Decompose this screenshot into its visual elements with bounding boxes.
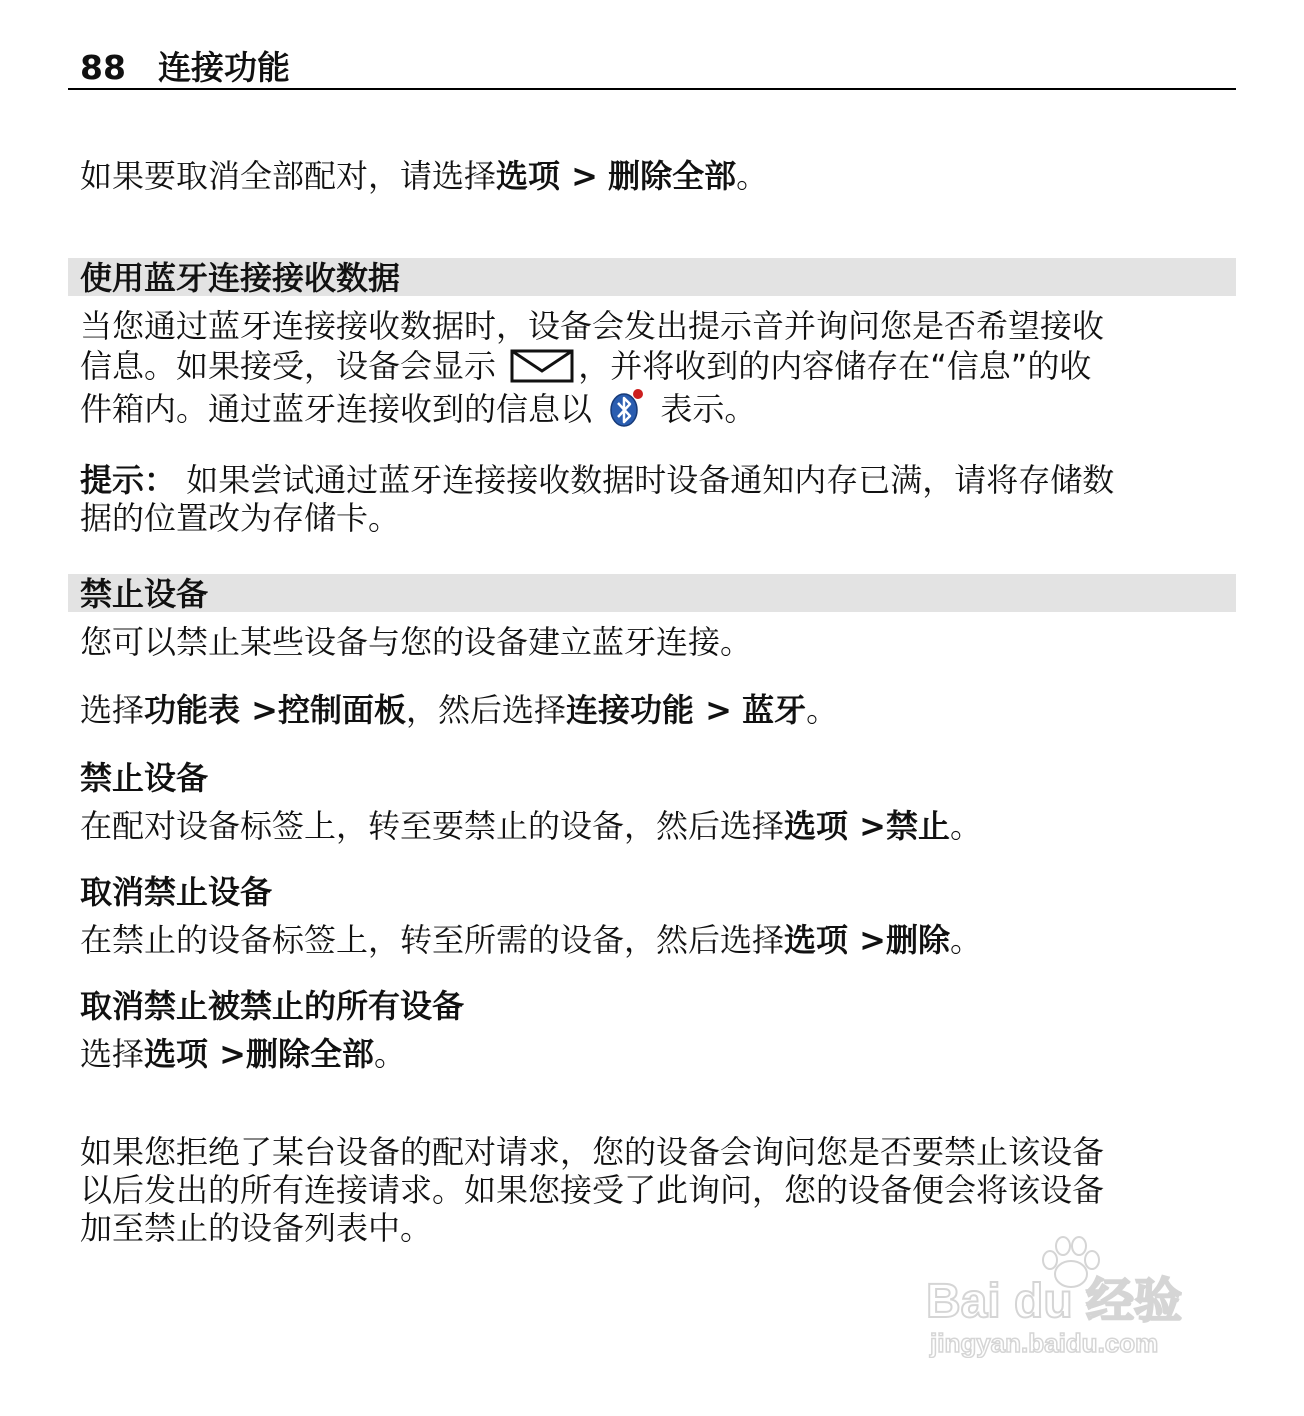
subheading-unblock-device: 取消禁止设备 (80, 873, 273, 911)
final-paragraph-line1: 如果您拒绝了某台设备的配对请求，您的设备会询问您是否要禁止该设备 (80, 1133, 1105, 1171)
final-paragraph-line3: 加至禁止的设备列表中。 (80, 1209, 433, 1247)
section-heading-receive-data: 使用蓝牙连接接收数据 (80, 259, 401, 297)
section-heading-block-devices: 禁止设备 (80, 575, 209, 613)
tip-line1: 提示： 如果尝试通过蓝牙连接接收数据时设备通知内存已满，请将存储数 (80, 461, 1115, 499)
receive-paragraph-line2: 信息。如果接受，设备会显示 ，并将收到的内容储存在“信息”的收 (80, 346, 1240, 392)
connectivity-ref: 连接功能 (566, 691, 695, 729)
tip-line2: 据的位置改为存储卡。 (80, 499, 401, 537)
control-panel-ref: 控制面板 (277, 691, 406, 729)
page-number: 88 (80, 48, 126, 87)
options-menu-ref: 选项 (496, 157, 561, 195)
block-description: 您可以禁止某些设备与您的设备建立蓝牙连接。 (80, 623, 753, 661)
block-device-text: 在配对设备标签上，转至要禁止的设备，然后选择选项 >禁止。 (80, 807, 983, 845)
navigation-path: 选择功能表 >控制面板，然后选择连接功能 > 蓝牙。 (80, 691, 839, 729)
receive-paragraph-line3: 件箱内。通过蓝牙连接收到的信息以 表示。 (80, 388, 1240, 437)
subheading-block-device: 禁止设备 (80, 759, 209, 797)
envelope-icon (510, 349, 574, 392)
watermark-brand: Bai du 经验 (926, 1275, 1183, 1328)
bluetooth-message-icon (608, 388, 644, 437)
final-paragraph-line2: 以后发出的所有连接请求。如果您接受了此询问，您的设备便会将该设备 (80, 1171, 1105, 1209)
menu-ref: 功能表 (144, 691, 241, 729)
unblock-all-text: 选择选项 >删除全部。 (80, 1035, 407, 1073)
section-heading-band (68, 574, 1236, 612)
tip-label: 提示： (80, 461, 177, 499)
delete-all-ref: 删除全部 (608, 157, 737, 195)
baidu-watermark (926, 1236, 1226, 1366)
subheading-unblock-all: 取消禁止被禁止的所有设备 (80, 987, 465, 1025)
section-heading-band (68, 258, 1236, 296)
receive-paragraph-line1: 当您通过蓝牙连接接收数据时，设备会发出提示音并询问您是否希望接收 (80, 307, 1105, 345)
watermark-site: jingyan.baidu.com (930, 1328, 1159, 1358)
bluetooth-ref: 蓝牙 (742, 691, 807, 729)
unblock-device-text: 在禁止的设备标签上，转至所需的设备，然后选择选项 >删除。 (80, 921, 983, 959)
page-header (68, 46, 1236, 90)
chapter-title: 连接功能 (158, 48, 290, 87)
intro-paragraph: 如果要取消全部配对，请选择选项 > 删除全部。 (80, 157, 769, 195)
